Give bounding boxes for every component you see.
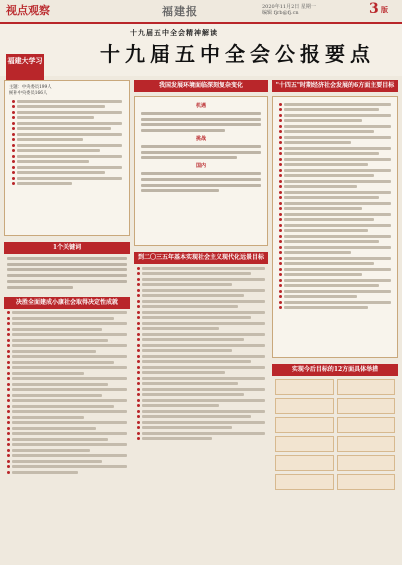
keyword-text [7, 257, 127, 289]
opportunity-label: 机遇 [195, 103, 206, 109]
page-number: 3 [369, 1, 379, 17]
study-badge: 福建大学习 [6, 54, 44, 96]
vision-2035-section-title: 到二〇三五年基本实现社会主义现代化远景目标 [134, 252, 268, 264]
environment-section-title: 我国发展环境面临深刻复杂变化 [134, 80, 268, 92]
issue-meta: 2020年11月2日 星期一 编辑 fjrb@fj.cn [262, 4, 316, 16]
masthead [0, 0, 402, 24]
info-list [12, 100, 122, 186]
left-column [4, 80, 130, 476]
page-headline: 十九届五中全会公报要点 [100, 42, 375, 66]
page-header [0, 24, 402, 76]
achievement-list [7, 311, 127, 474]
goals-section-title: "十四五"时期经济社会发展的6方面主要目标 [272, 80, 398, 92]
measures-grid [275, 379, 395, 490]
page-label: 版 [381, 5, 388, 14]
achievement-section-title: 决胜全面建成小康社会取得决定性成就 [4, 297, 130, 309]
series-title: 十九届五中全会精神解读 [130, 28, 218, 37]
right-column [272, 80, 398, 493]
environment-box [134, 96, 268, 246]
challenge-label: 挑战 [195, 135, 206, 142]
info-line: 候补中央委员166人 [9, 91, 48, 96]
domestic-label: 国内 [195, 163, 206, 170]
keyword-section-title: 1个关键词 [4, 242, 130, 254]
middle-column [134, 80, 268, 443]
column-label: 视点观察 [6, 4, 50, 17]
info-line: 主题：中央委员199人 [9, 85, 52, 90]
measures-section-title: 实现今后目标的12方面具体举措 [272, 364, 398, 376]
vision-list [137, 267, 265, 441]
goals-box [272, 96, 398, 358]
paper-logo: 福建报 [162, 5, 198, 18]
meeting-info-box [4, 80, 130, 236]
